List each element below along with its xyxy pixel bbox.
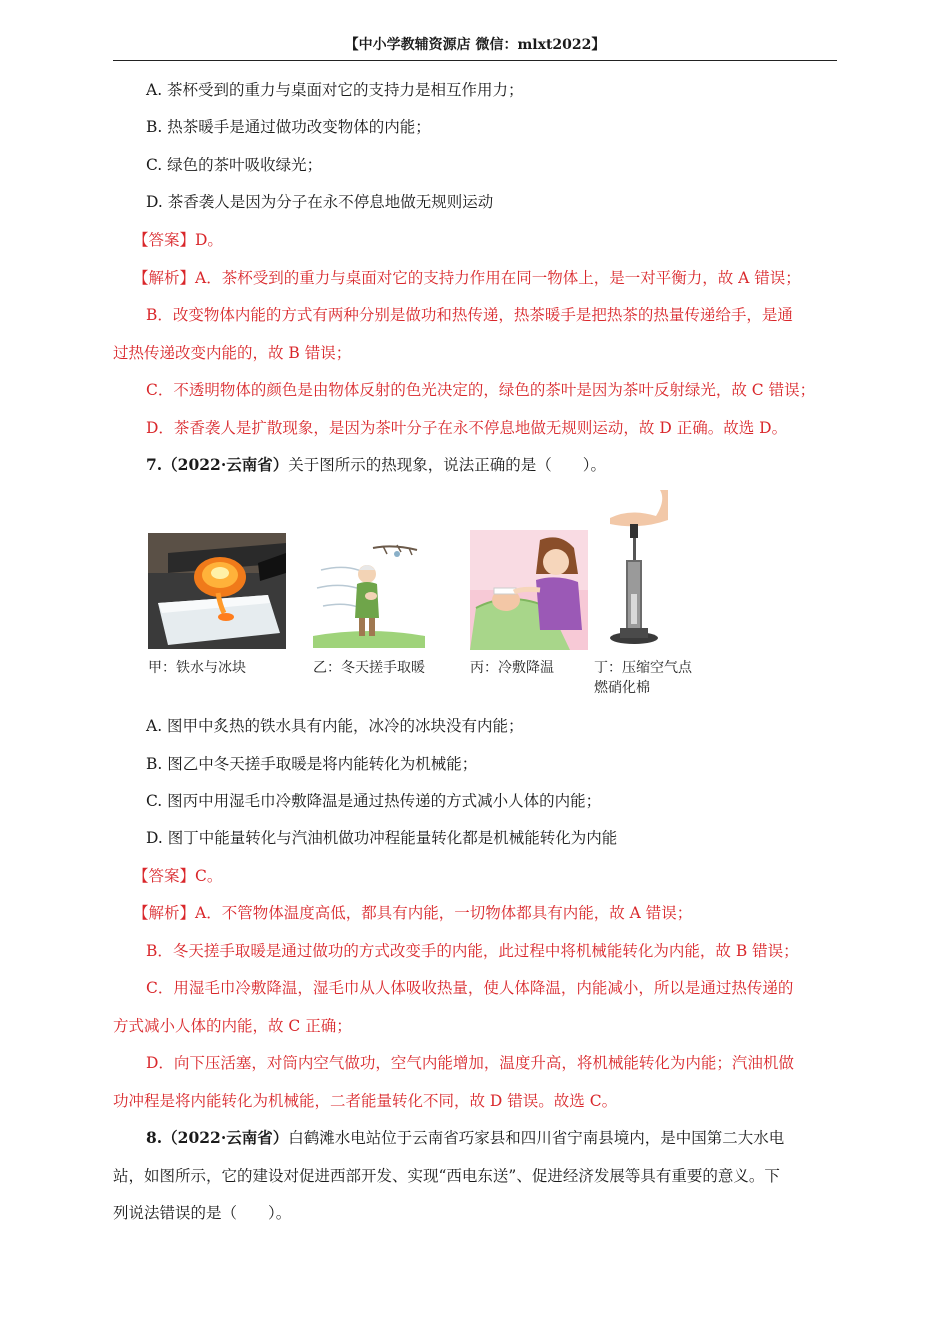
q7-answer: 【答案】C。	[133, 867, 223, 885]
air-compression-syringe-image	[600, 490, 670, 650]
q7-figure-panel	[148, 490, 708, 700]
page-header: 【中小学教辅资源店 微信：mlxt2022】	[113, 30, 837, 61]
q7-analysis-line: C．用湿毛巾冷敷降温，湿毛巾从人体吸收热量，使人体降温，内能减小，所以是通过热传递的	[146, 979, 794, 997]
q7-option-a: A. 图甲中炙热的铁水具有内能，冰冷的冰块没有内能；	[146, 717, 524, 735]
q7-stem-text: 关于图所示的热现象，说法正确的是（ ）。	[288, 456, 606, 474]
caption-yi: 乙：冬天搓手取暖	[313, 660, 425, 676]
q7-option-b: B. 图乙中冬天搓手取暖是将内能转化为机械能；	[146, 755, 478, 773]
caption-jia: 甲：铁水与冰块	[148, 660, 246, 676]
q7-analysis-line: 【解析】A．不管物体温度高低，都具有内能，一切物体都具有内能，故 A 错误；	[133, 904, 693, 922]
q6-answer: 【答案】D。	[133, 231, 223, 249]
q6-option-d: D. 茶香袭人是因为分子在永不停息地做无规则运动	[146, 193, 494, 211]
q8-number: 8.（2022·云南省）	[146, 1128, 289, 1147]
q7-analysis-line: 功冲程是将内能转化为机械能，二者能量转化不同，故 D 错误。故选 C。	[113, 1092, 618, 1110]
q8-stem-line: 列说法错误的是（ ）。	[113, 1204, 292, 1222]
caption-ding-cont: 燃硝化棉	[594, 680, 650, 696]
cold-compress-image	[470, 530, 588, 650]
caption-bing: 丙：冷敷降温	[470, 660, 554, 676]
q7-stem	[146, 453, 870, 477]
q7-number: 7.（2022·云南省）	[146, 455, 289, 474]
q6-option-a: A. 茶杯受到的重力与桌面对它的支持力是相互作用力；	[146, 81, 524, 99]
caption-ding: 丁：压缩空气点	[594, 660, 692, 676]
q8-stem-line: 站，如图所示，它的建设对促进西部开发、实现“西电东送”、促进经济发展等具有重要的意义。下	[113, 1167, 780, 1185]
q8-stem-text: 白鹤滩水电站位于云南省巧家县和四川省宁南县境内，是中国第二大水电	[288, 1129, 785, 1147]
q8-stem	[146, 1126, 870, 1150]
q7-analysis-line: 方式减小人体的内能，故 C 正确；	[113, 1017, 352, 1035]
q6-analysis-line: 过热传递改变内能的，故 B 错误；	[113, 344, 352, 362]
molten-iron-ice-image	[148, 533, 286, 649]
q7-option-c: C. 图丙中用湿毛巾冷敷降温是通过热传递的方式减小人体的内能；	[146, 792, 602, 810]
q6-analysis-line: 【解析】A．茶杯受到的重力与桌面对它的支持力作用在同一物体上，是一对平衡力，故 A 错误；	[133, 269, 801, 287]
q6-analysis-line: D．茶香袭人是扩散现象，是因为茶叶分子在永不停息地做无规则运动，故 D 正确。故选 D。	[146, 419, 788, 437]
q7-analysis-line: D．向下压活塞，对筒内空气做功，空气内能增加，温度升高，将机械能转化为内能；汽油机做	[146, 1054, 794, 1072]
q7-analysis-line: B．冬天搓手取暖是通过做功的方式改变手的内能，此过程中将机械能转化为内能，故 B 错误；	[146, 942, 799, 960]
q6-option-b: B. 热茶暖手是通过做功改变物体的内能；	[146, 118, 431, 136]
q6-analysis-line: B．改变物体内能的方式有两种分别是做功和热传递，热茶暖手是把热茶的热量传递给手，是通	[146, 306, 793, 324]
q6-analysis-line: C．不透明物体的颜色是由物体反射的色光决定的，绿色的茶叶是因为茶叶反射绿光，故 C 错误；	[146, 381, 816, 399]
q6-option-c: C. 绿色的茶叶吸收绿光；	[146, 156, 323, 174]
rubbing-hands-image	[313, 540, 425, 648]
q7-option-d: D. 图丁中能量转化与汽油机做功冲程能量转化都是机械能转化为内能	[146, 829, 618, 847]
